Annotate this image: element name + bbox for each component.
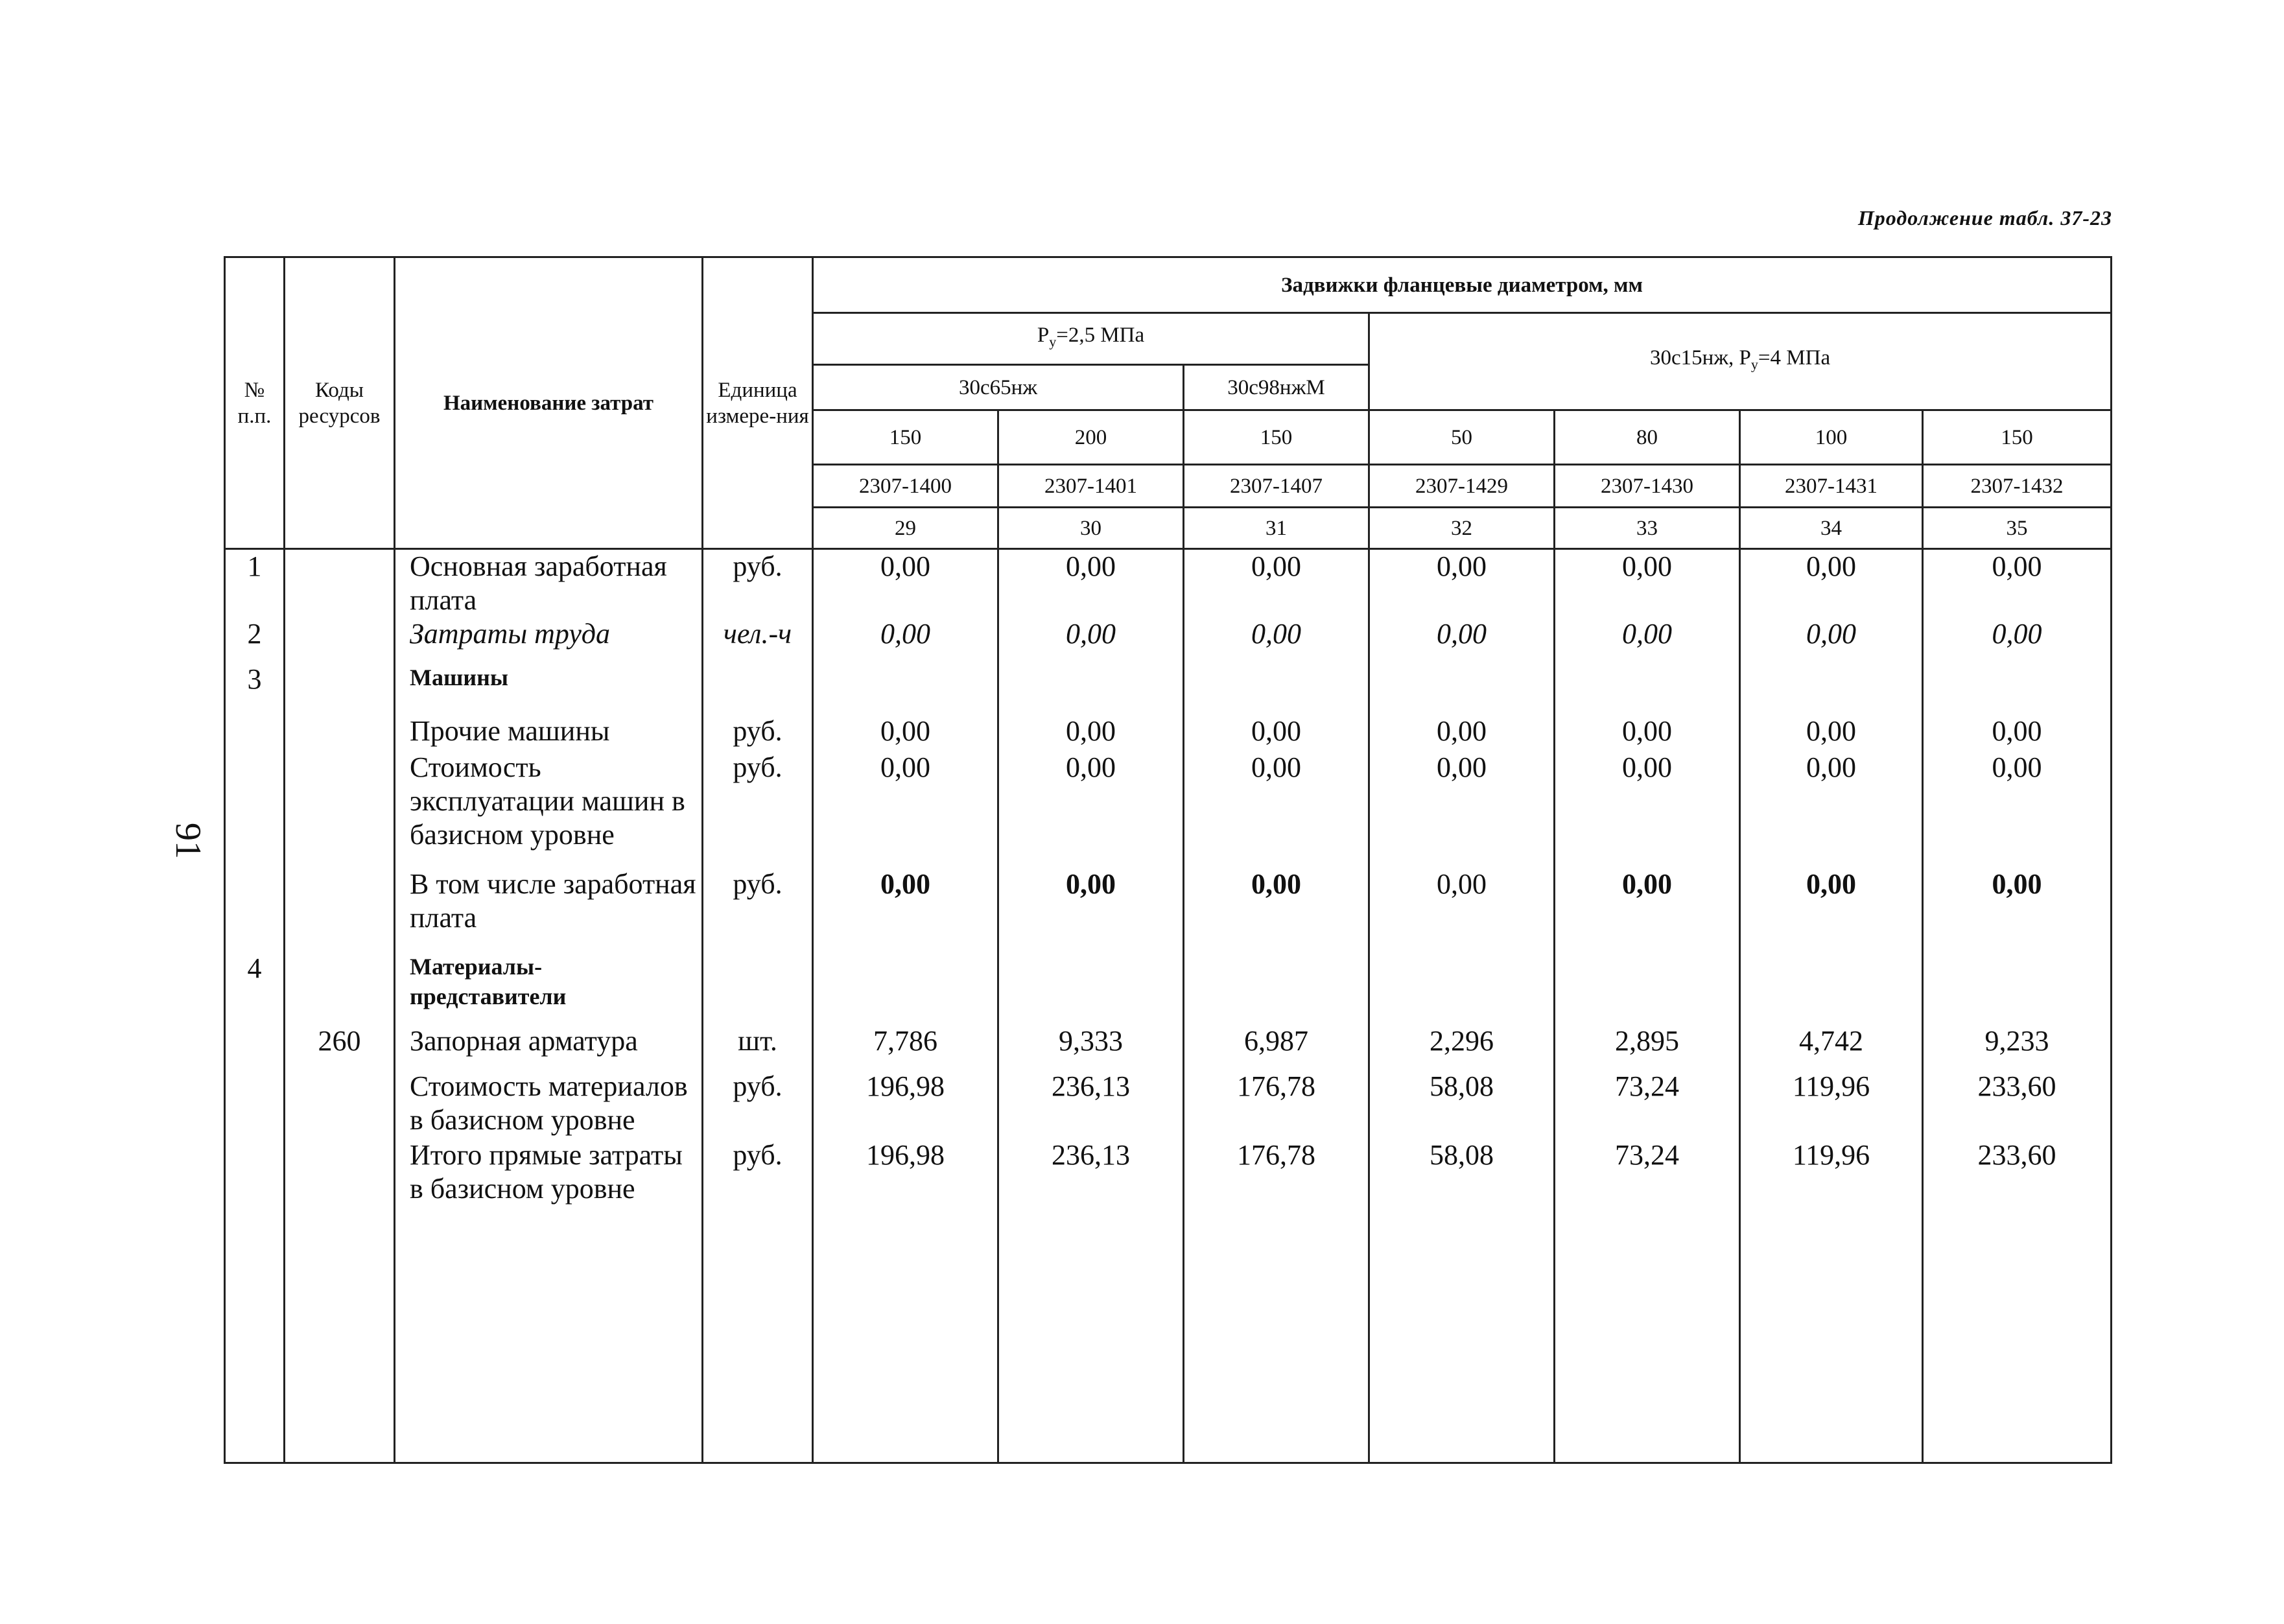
cost-name: Материалы-представители	[395, 952, 703, 1024]
row-number	[225, 1138, 285, 1463]
value-cell: 73,24	[1555, 1138, 1740, 1463]
table-caption: Продолжение табл. 37-23	[1857, 206, 2112, 229]
value-cell: 236,13	[998, 1138, 1184, 1463]
value-cell: 0,00	[998, 549, 1184, 618]
header-pressure-1: $P_y=2,5$ МПа	[813, 313, 1369, 365]
value-cell: 0,00	[1369, 867, 1555, 952]
unit-cell: руб.	[703, 714, 813, 751]
table-row	[225, 952, 2112, 1024]
value-cell: 0,00	[1923, 617, 2112, 663]
value-cell	[1369, 952, 1555, 1024]
value-cell: 196,98	[813, 1070, 998, 1138]
value-cell: 0,00	[1740, 617, 1923, 663]
value-cell: 0,00	[1369, 751, 1555, 867]
table-row	[225, 617, 2112, 663]
value-cell: 0,00	[998, 617, 1184, 663]
row-number	[225, 867, 285, 952]
row-number: 4	[225, 952, 285, 1024]
value-cell: 0,00	[998, 867, 1184, 952]
value-cell: 0,00	[1740, 549, 1923, 618]
diameter-cell: 200	[998, 410, 1184, 465]
value-cell	[1369, 663, 1555, 714]
cost-name: Основная заработная плата	[395, 549, 703, 618]
diameter-cell: 100	[1740, 410, 1923, 465]
column-number-cell: 29	[813, 508, 998, 549]
value-cell: 6,987	[1184, 1024, 1369, 1070]
value-cell: 58,08	[1369, 1070, 1555, 1138]
resource-code	[285, 549, 395, 618]
cost-name: Стоимость эксплуатации машин в базисном уровне	[395, 751, 703, 867]
value-cell: 0,00	[1555, 867, 1740, 952]
cost-name: Итого прямые затраты в базисном уровне	[395, 1138, 703, 1463]
value-cell: 0,00	[813, 549, 998, 618]
value-cell: 0,00	[1555, 751, 1740, 867]
value-cell	[1555, 663, 1740, 714]
row-number: 3	[225, 663, 285, 714]
unit-cell: руб.	[703, 867, 813, 952]
value-cell: 0,00	[813, 751, 998, 867]
diameter-cell: 150	[1184, 410, 1369, 465]
price-code-cell: 2307-1432	[1923, 465, 2112, 508]
column-number-cell: 32	[1369, 508, 1555, 549]
row-number: 2	[225, 617, 285, 663]
table-row	[225, 714, 2112, 751]
price-code-cell: 2307-1400	[813, 465, 998, 508]
value-cell: 233,60	[1923, 1138, 2112, 1463]
row-number	[225, 1024, 285, 1070]
row-number	[225, 1070, 285, 1138]
cost-name: Запорная арматура	[395, 1024, 703, 1070]
header-group: Задвижки фланцевые диаметром, мм	[813, 257, 2112, 313]
value-cell	[1740, 952, 1923, 1024]
unit-cell: руб.	[703, 1070, 813, 1138]
table-row	[225, 1070, 2112, 1138]
cost-table	[224, 256, 2112, 1464]
value-cell	[998, 952, 1184, 1024]
diameter-cell: 80	[1555, 410, 1740, 465]
diameter-cell: 150	[1923, 410, 2112, 465]
price-code-cell: 2307-1407	[1184, 465, 1369, 508]
unit-cell: шт.	[703, 1024, 813, 1070]
resource-code	[285, 617, 395, 663]
value-cell: 2,296	[1369, 1024, 1555, 1070]
unit-cell: чел.-ч	[703, 617, 813, 663]
value-cell	[1740, 663, 1923, 714]
price-code-cell: 2307-1401	[998, 465, 1184, 508]
value-cell: 176,78	[1184, 1070, 1369, 1138]
table-row	[225, 867, 2112, 952]
price-code-cell: 2307-1430	[1555, 465, 1740, 508]
value-cell: 4,742	[1740, 1024, 1923, 1070]
value-cell	[1184, 663, 1369, 714]
value-cell: 0,00	[1740, 714, 1923, 751]
value-cell: 0,00	[1555, 617, 1740, 663]
resource-code: 260	[285, 1024, 395, 1070]
value-cell: 233,60	[1923, 1070, 2112, 1138]
value-cell: 7,786	[813, 1024, 998, 1070]
value-cell: 9,233	[1923, 1024, 2112, 1070]
column-number-cell: 31	[1184, 508, 1369, 549]
resource-code	[285, 714, 395, 751]
resource-code	[285, 867, 395, 952]
column-number-cell: 35	[1923, 508, 2112, 549]
cost-name: Машины	[395, 663, 703, 714]
value-cell: 0,00	[813, 714, 998, 751]
header-codes: Коды ресурсов	[285, 257, 395, 549]
value-cell: 0,00	[1184, 714, 1369, 751]
column-number-cell: 34	[1740, 508, 1923, 549]
resource-code	[285, 1070, 395, 1138]
row-number	[225, 751, 285, 867]
resource-code	[285, 1138, 395, 1463]
value-cell: 2,895	[1555, 1024, 1740, 1070]
value-cell: 58,08	[1369, 1138, 1555, 1463]
price-code-cell: 2307-1431	[1740, 465, 1923, 508]
header-no: № п.п.	[225, 257, 285, 549]
value-cell	[998, 663, 1184, 714]
value-cell: 196,98	[813, 1138, 998, 1463]
value-cell: 0,00	[998, 714, 1184, 751]
resource-code	[285, 751, 395, 867]
column-number-cell: 33	[1555, 508, 1740, 549]
value-cell: 0,00	[1555, 714, 1740, 751]
value-cell: 0,00	[1184, 617, 1369, 663]
value-cell: 0,00	[1184, 751, 1369, 867]
cost-name: Прочие машины	[395, 714, 703, 751]
unit-cell: руб.	[703, 751, 813, 867]
value-cell	[1923, 952, 2112, 1024]
value-cell: 73,24	[1555, 1070, 1740, 1138]
diameter-cell: 50	[1369, 410, 1555, 465]
value-cell: 0,00	[1369, 549, 1555, 618]
unit-cell: руб.	[703, 549, 813, 618]
resource-code	[285, 952, 395, 1024]
cost-name: Стоимость материалов в базисном уровне	[395, 1070, 703, 1138]
value-cell: 176,78	[1184, 1138, 1369, 1463]
row-number	[225, 714, 285, 751]
value-cell: 0,00	[1923, 867, 2112, 952]
table-row	[225, 1024, 2112, 1070]
value-cell: 0,00	[1369, 617, 1555, 663]
resource-code	[285, 663, 395, 714]
value-cell: 236,13	[998, 1070, 1184, 1138]
value-cell: 0,00	[813, 867, 998, 952]
diameter-cell: 150	[813, 410, 998, 465]
table-row	[225, 663, 2112, 714]
header-sub-2: 30с98нжМ	[1184, 365, 1369, 410]
column-number-cell: 30	[998, 508, 1184, 549]
cost-table-frame	[224, 256, 2110, 1420]
value-cell: 119,96	[1740, 1138, 1923, 1463]
value-cell: 0,00	[1184, 549, 1369, 618]
value-cell: 0,00	[1184, 867, 1369, 952]
value-cell	[1923, 663, 2112, 714]
value-cell: 0,00	[1740, 867, 1923, 952]
unit-cell: руб.	[703, 1138, 813, 1463]
value-cell: 0,00	[1740, 751, 1923, 867]
value-cell: 119,96	[1740, 1070, 1923, 1138]
table-row	[225, 751, 2112, 867]
value-cell	[813, 952, 998, 1024]
value-cell: 0,00	[1369, 714, 1555, 751]
page-number: 91	[168, 823, 208, 859]
row-number: 1	[225, 549, 285, 618]
value-cell: 0,00	[1923, 714, 2112, 751]
value-cell: 0,00	[998, 751, 1184, 867]
table-row	[225, 1138, 2112, 1463]
value-cell	[1555, 952, 1740, 1024]
value-cell	[813, 663, 998, 714]
unit-cell	[703, 663, 813, 714]
header-sub-1: 30с65нж	[813, 365, 1184, 410]
header-unit: Единица измере-ния	[703, 257, 813, 549]
cost-name: Затраты труда	[395, 617, 703, 663]
header-name: Наименование затрат	[395, 257, 703, 549]
cost-name: В том числе заработная плата	[395, 867, 703, 952]
table-row	[225, 549, 2112, 618]
value-cell: 0,00	[1555, 549, 1740, 618]
value-cell: 0,00	[1923, 549, 2112, 618]
value-cell: 0,00	[1923, 751, 2112, 867]
unit-cell	[703, 952, 813, 1024]
header-pressure-2: 30с15нж, $P_y=4$ МПа	[1369, 313, 2112, 410]
value-cell: 0,00	[813, 617, 998, 663]
value-cell: 9,333	[998, 1024, 1184, 1070]
price-code-cell: 2307-1429	[1369, 465, 1555, 508]
value-cell	[1184, 952, 1369, 1024]
